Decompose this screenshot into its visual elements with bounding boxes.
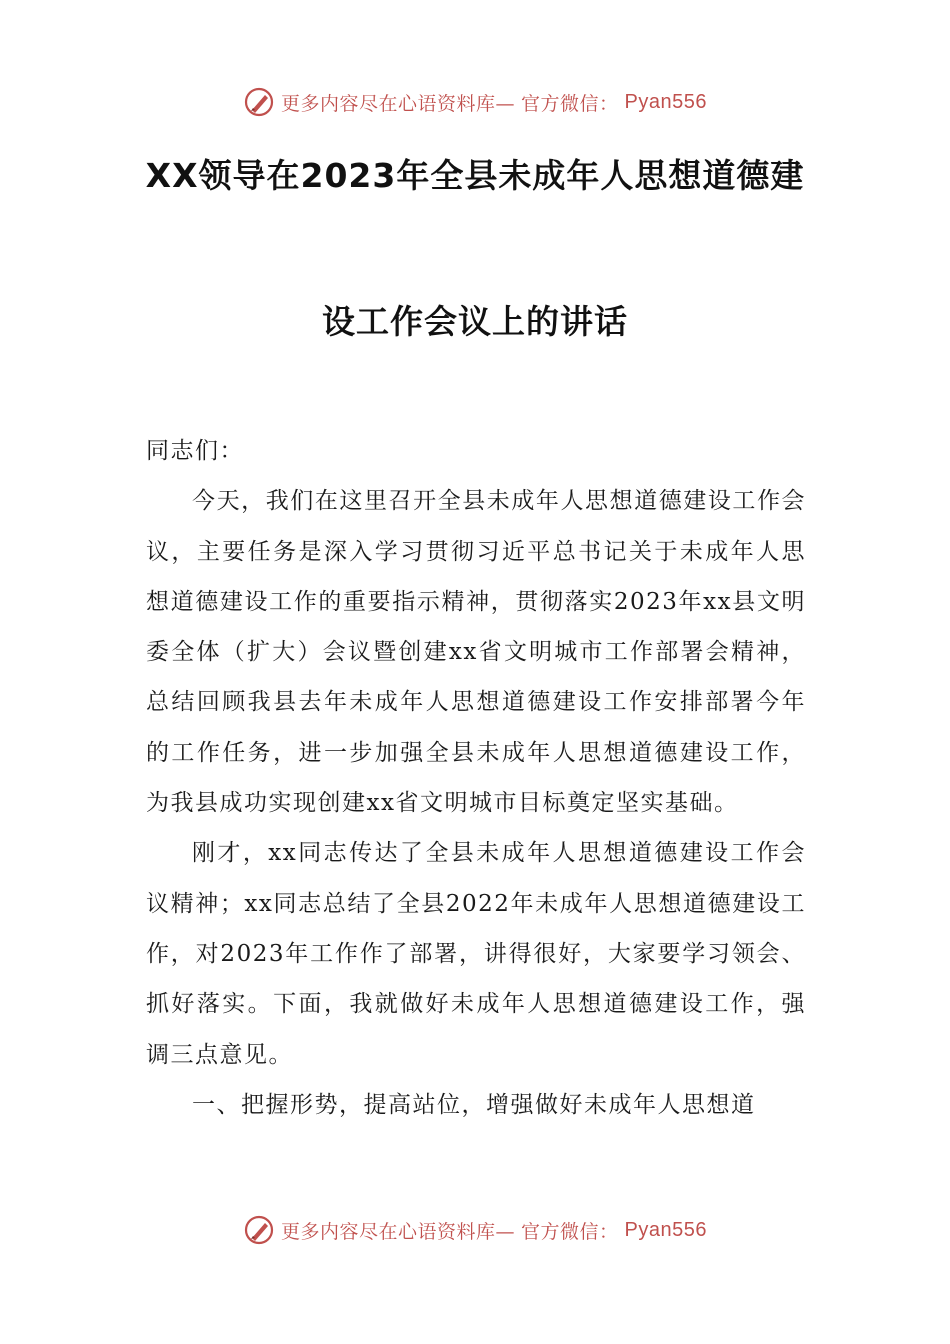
pen-logo-icon <box>243 86 275 118</box>
speech-body <box>146 426 806 1130</box>
banner-text: 更多内容尽在心语资料库— <box>281 1220 516 1243</box>
paragraph-3: 一、把握形势，提高站位，增强做好未成年人思想道 <box>192 1091 756 1118</box>
page-title-line-2: 设工作会议上的讲话 <box>322 302 628 341</box>
paragraph-1: 今天，我们在这里召开全县未成年人思想道德建设工作会议，主要任务是深入学习贯彻习近平总书记关于未成年人思想道德建设工作的重要指示精神，贯彻落实2023年xx县文明委全体（扩大）会议暨创建xx省文明城市工作部署会精神，总结回顾我县去年未成年人思想道德建设工作安排部署今年的工作任务，进一步加强全县未成年人思想道德建设工作，为我县成功实现创建xx省文明城市目标奠定坚实基础。 <box>146 488 806 817</box>
banner-wechat-label: 官方微信： <box>521 1220 619 1243</box>
paragraph-2: 刚才，xx同志传达了全县未成年人思想道德建设工作会议精神；xx同志总结了全县2022年未成年人思想道德建设工作，对2023年工作作了部署，讲得很好，大家要学习领会、抓好落实。下面，我就做好未成年人思想道德建设工作，强调三点意见。 <box>146 840 806 1068</box>
banner-text: 更多内容尽在心语资料库— <box>281 92 516 115</box>
banner-wechat-id: Pyan556 <box>624 1218 707 1241</box>
header-banner <box>0 82 950 122</box>
banner-wechat-label: 官方微信： <box>521 92 619 115</box>
banner-wechat-id: Pyan556 <box>624 90 707 113</box>
pen-logo-icon <box>243 1214 275 1246</box>
footer-banner <box>0 1210 950 1250</box>
page-title-line-1: XX领导在2023年全县未成年人思想道德建 <box>145 156 805 195</box>
salutation: 同志们： <box>146 438 244 464</box>
